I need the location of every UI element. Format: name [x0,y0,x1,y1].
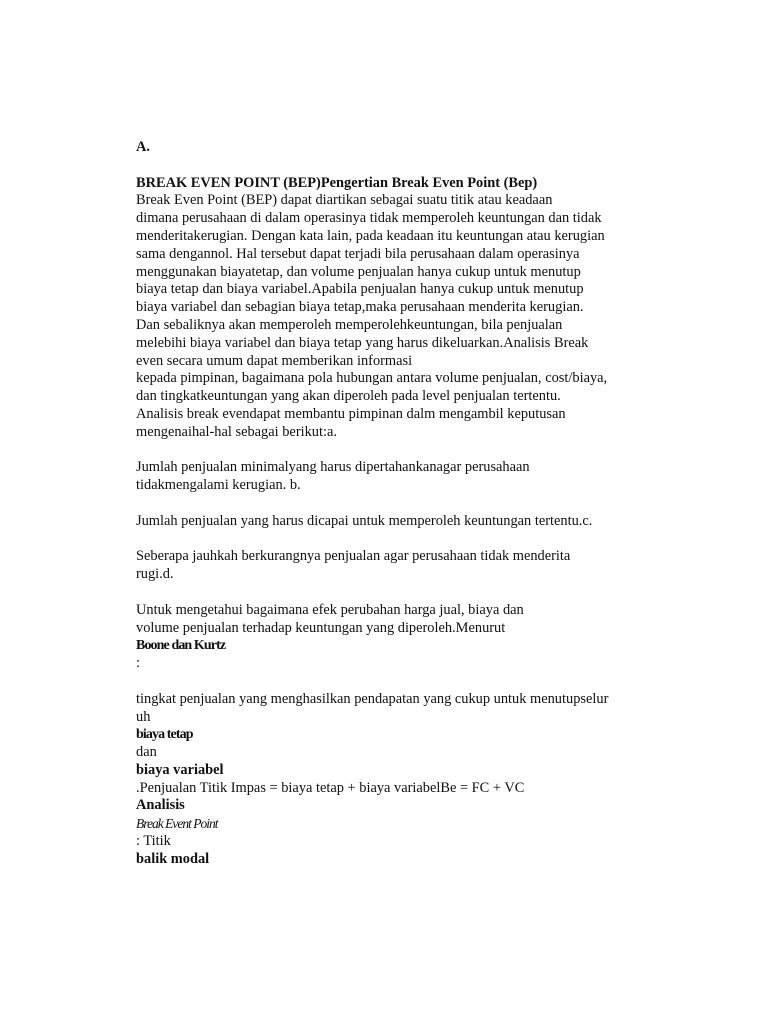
text-line: Jumlah penjualan yang harus dicapai untuk memperoleh keuntungan tertentu.c. [136,512,593,529]
variable-cost-term: biaya variabel [136,761,224,778]
text-line: mengenaihal-hal sebagai berikut:a. [136,423,337,440]
titik-text: : Titik [136,833,171,850]
text-line: biaya tetap dan biaya variabel.Apabila penjualan hanya cukup untuk menutup [136,281,584,298]
formula-line: .Penjualan Titik Impas = biaya tetap + biaya variabelBe = FC + VC [136,779,525,796]
text-line: tidakmengalami kerugian. b. [136,477,301,494]
text-line: sama dengannol. Hal tersebut dapat terjadi bila perusahaan dalam operasinya [136,245,580,262]
paragraph-point-a [136,459,636,495]
spacer [136,584,636,602]
text-line: dimana perusahaan di dalam operasinya tidak memperoleh keuntungan dan tidak [136,210,602,227]
text-line: tingkat penjualan yang menghasilkan pendapatan yang cukup untuk menutupselur [136,690,609,707]
text-line: dan tingkatkeuntungan yang akan diperoleh pada level penjualan tertentu. [136,388,561,405]
text-line: rugi.d. [136,566,174,583]
text-line: Dan sebaliknya akan memperoleh memperolehkeuntungan, bila penjualan [136,316,563,333]
text-line: biaya variabel dan sebagian biaya tetap,maka perusahaan menderita kerugian. [136,299,584,316]
conjunction-text: dan [136,744,157,761]
author-citation: Boone dan Kurtz [136,638,226,654]
text-line: melebihi biaya variabel dan biaya tetap yang harus dikeluarkan.Analisis Break [136,334,589,351]
text-line: Untuk mengetahui bagaimana efek perubahan harga jual, biaya dan [136,601,524,618]
text-line: volume penjualan terhadap keuntungan yang diperoleh.Menurut [136,619,506,636]
text-line: kepada pimpinan, bagaimana pola hubungan antara volume penjualan, cost/biaya, [136,370,608,387]
text-line: menggunakan biayatetap, dan volume penjualan hanya cukup untuk menutup [136,263,581,280]
spacer [136,531,636,549]
text-line: menderitakerugian. Dengan kata lain, pada keadaan itu keuntungan atau kerugian [136,227,605,244]
document-page [136,139,636,869]
bep-italic-term: Break Event Point [136,816,218,832]
spacer [136,673,636,691]
paragraph-definition-quote [136,691,636,727]
colon-line: : [136,655,140,672]
document-title: BREAK EVEN POINT (BEP)Pengertian Break Even Point (Bep) [136,174,538,191]
spacer [136,495,636,513]
text-line: Jumlah penjualan minimalyang harus dipertahankanagar perusahaan [136,459,530,476]
paragraph-point-c [136,548,636,584]
text-line: even secara umum dapat memberikan informasi [136,352,413,369]
fixed-cost-term: biaya tetap [136,727,193,743]
paragraph-definition [136,192,636,441]
paragraph-point-b [136,513,636,531]
text-line: Seberapa jauhkah berkurangnya penjualan agar perusahaan tidak menderita [136,548,571,565]
text-line: Analisis break evendapat membantu pimpinan dalm mengambil keputusan [136,405,566,422]
spacer [136,442,636,460]
balik-modal-term: balik modal [136,850,210,867]
text-line: uh [136,708,151,725]
analysis-term: Analisis [136,797,185,814]
section-heading: A. [136,139,150,155]
paragraph-point-d [136,602,636,638]
text-line: Break Even Point (BEP) dapat diartikan sebagai suatu titik atau keadaan [136,192,553,209]
spacer [136,157,636,175]
